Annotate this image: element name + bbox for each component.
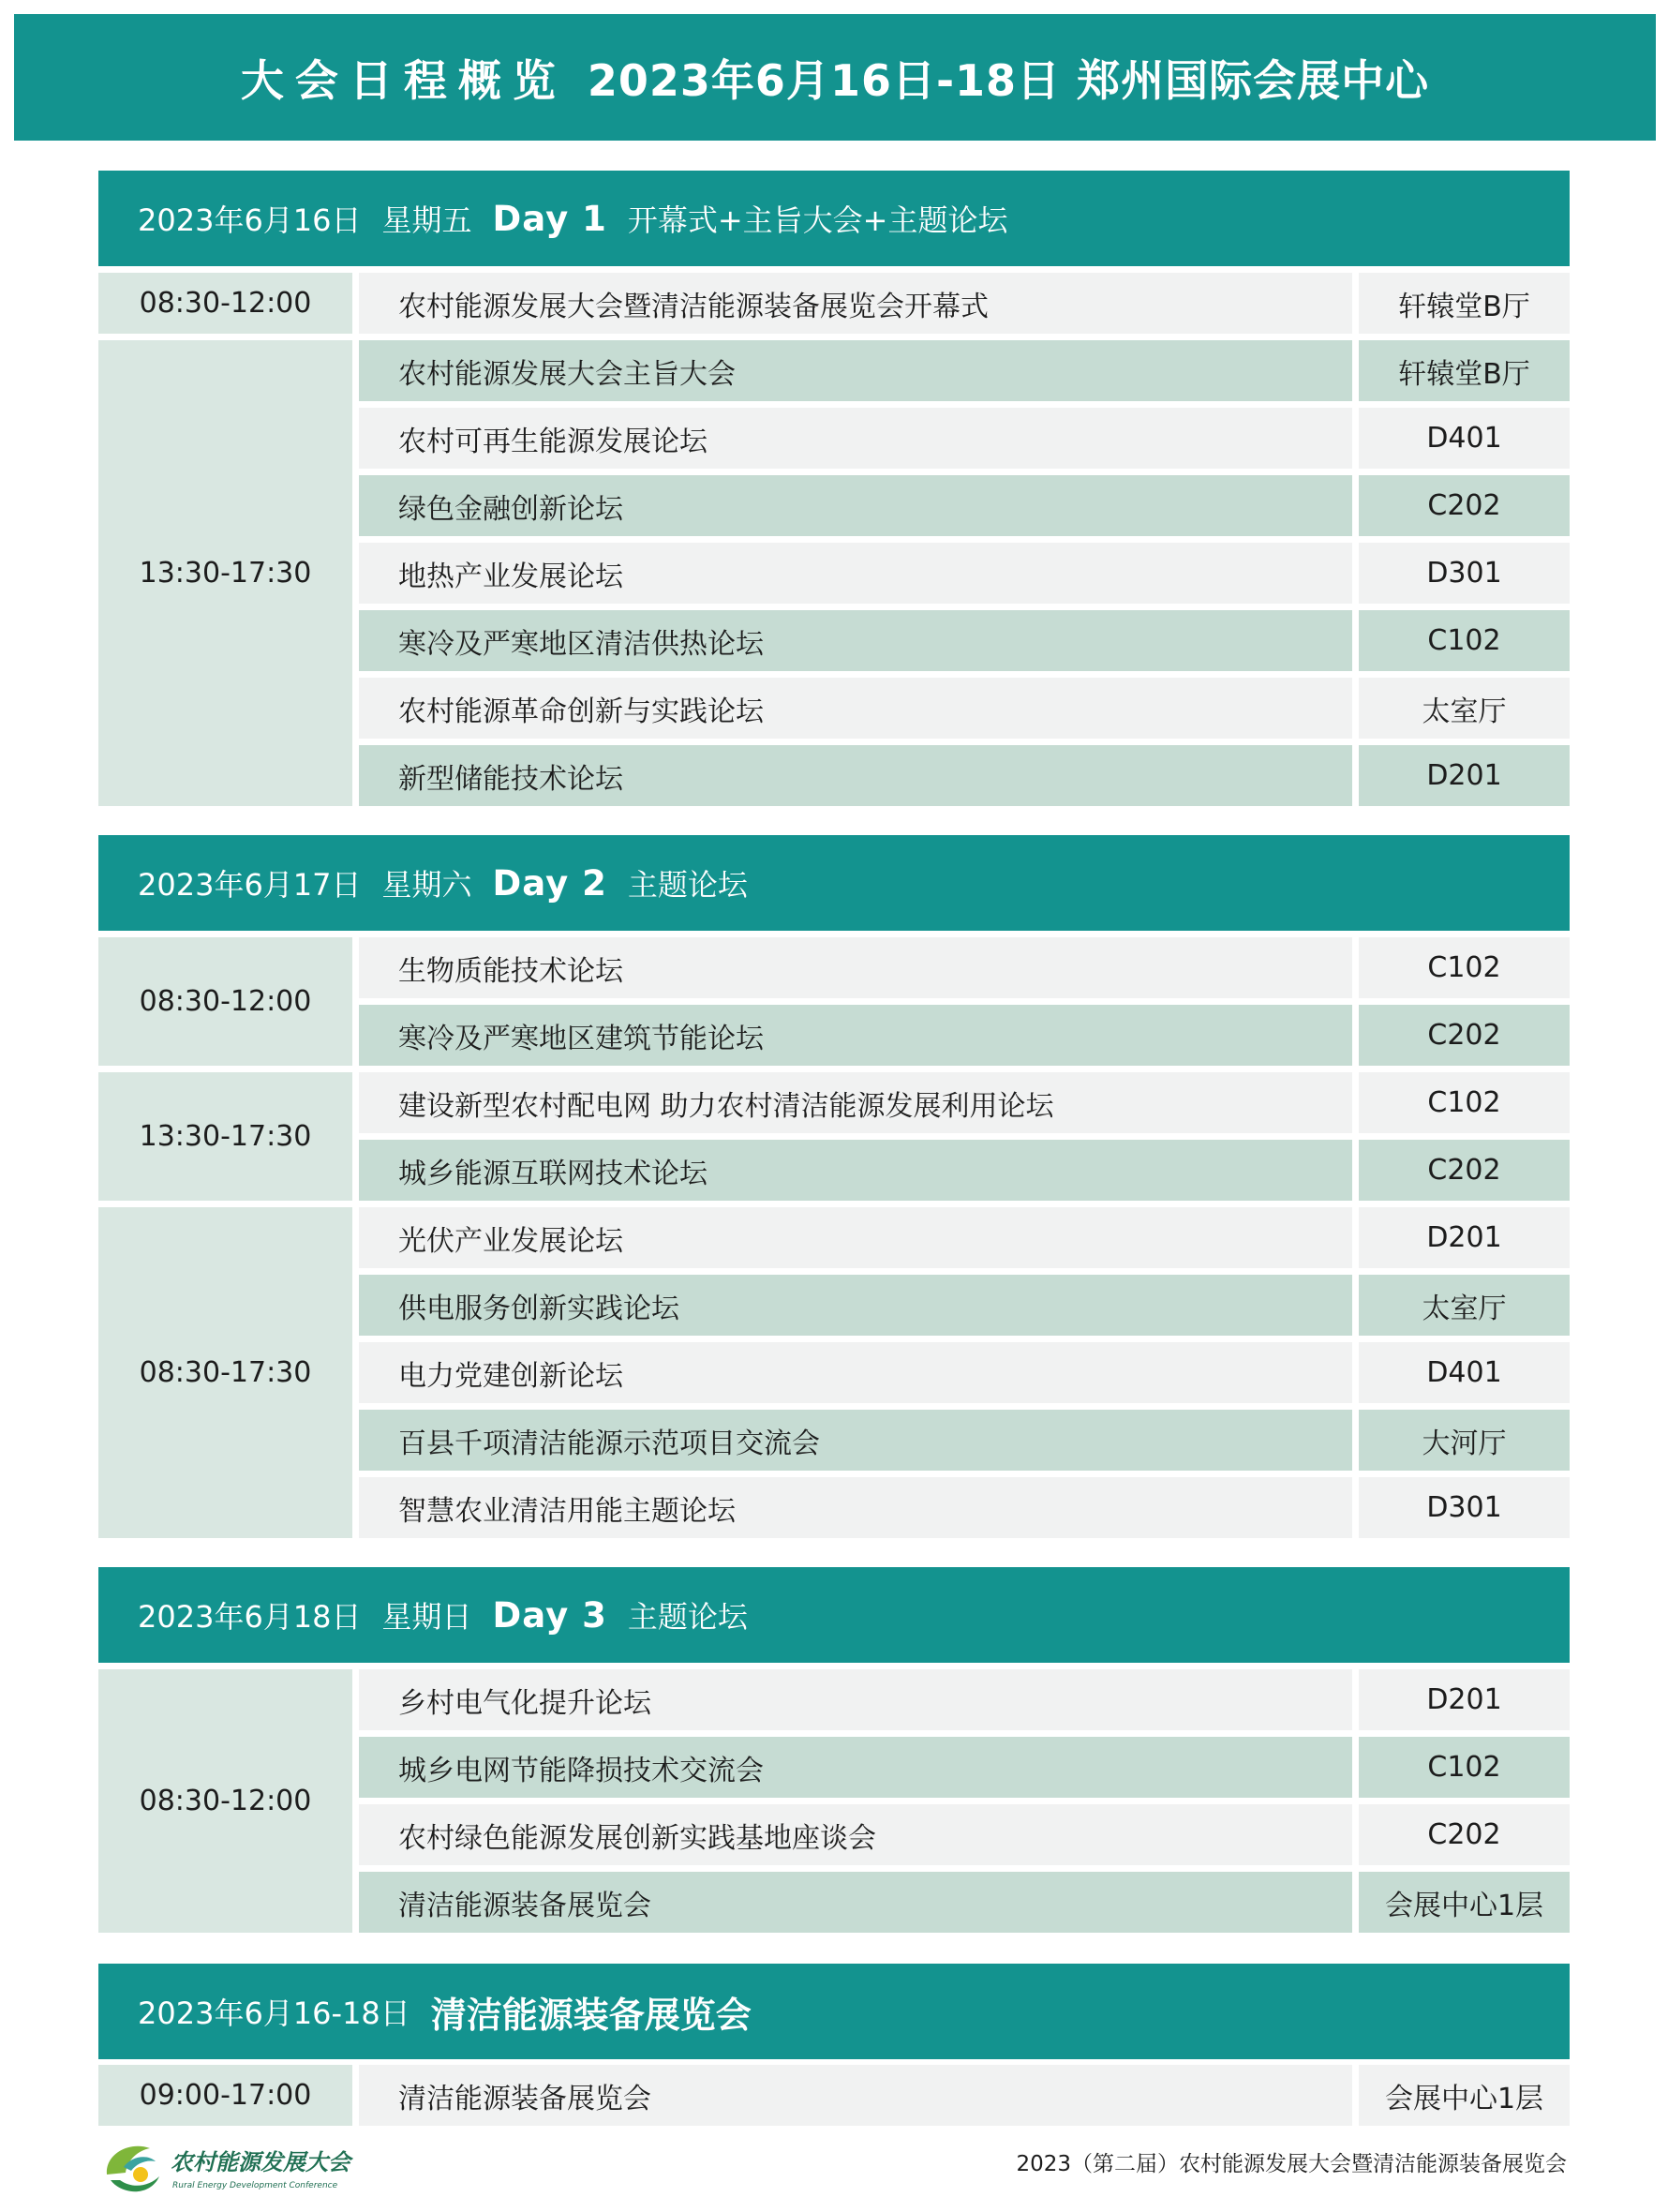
day3-time-morning: 08:30-12:00 bbox=[98, 1669, 352, 1933]
day3-weekday: 星期日 bbox=[381, 1599, 472, 1635]
day2-time-afternoon: 13:30-17:30 bbox=[98, 1072, 352, 1201]
day1-event-5: 地热产业发展论坛 bbox=[359, 543, 1352, 604]
logo-cn-text: 农村能源发展大会 bbox=[171, 2149, 350, 2175]
day3-label: Day 3 bbox=[492, 1594, 607, 1636]
day1-room-6: C102 bbox=[1359, 610, 1570, 671]
day2-date: 2023年6月17日 bbox=[138, 867, 362, 903]
day2-room-3: C102 bbox=[1359, 1072, 1570, 1133]
day3-room-1: D201 bbox=[1359, 1669, 1570, 1730]
day2-label: Day 2 bbox=[492, 862, 607, 904]
day2-room-6: 太室厅 bbox=[1359, 1275, 1570, 1336]
day2-room-5: D201 bbox=[1359, 1207, 1570, 1268]
day2-event-1: 生物质能技术论坛 bbox=[359, 937, 1352, 998]
day2-event-2: 寒冷及严寒地区建筑节能论坛 bbox=[359, 1005, 1352, 1066]
day2-room-9: D301 bbox=[1359, 1477, 1570, 1538]
day1-event-8: 新型储能技术论坛 bbox=[359, 745, 1352, 806]
day1-room-2: 轩辕堂B厅 bbox=[1359, 340, 1570, 401]
day2-weekday: 星期六 bbox=[381, 867, 472, 903]
day1-time-afternoon: 13:30-17:30 bbox=[98, 340, 352, 806]
day2-room-7: D401 bbox=[1359, 1342, 1570, 1403]
page-title-part1: 大会日程概览 bbox=[240, 54, 567, 106]
day1-room-4: C202 bbox=[1359, 475, 1570, 536]
day2-room-8: 大河厅 bbox=[1359, 1410, 1570, 1471]
day3-theme: 主题论坛 bbox=[627, 1599, 748, 1635]
logo-en-text: Rural Energy Development Conference bbox=[172, 2181, 338, 2190]
footer-note: 2023（第二届）农村能源发展大会暨清洁能源装备展览会 bbox=[1016, 2152, 1567, 2176]
expo-header bbox=[98, 1964, 1570, 2059]
day1-header bbox=[98, 171, 1570, 266]
day3-date: 2023年6月18日 bbox=[138, 1599, 362, 1635]
day2-theme: 主题论坛 bbox=[627, 867, 748, 903]
day1-weekday: 星期五 bbox=[381, 202, 472, 238]
day2-time-morning: 08:30-12:00 bbox=[98, 937, 352, 1066]
day2-time-allday: 08:30-17:30 bbox=[98, 1207, 352, 1538]
day1-room-8: D201 bbox=[1359, 745, 1570, 806]
day2-event-6: 供电服务创新实践论坛 bbox=[359, 1275, 1352, 1336]
day1-event-6: 寒冷及严寒地区清洁供热论坛 bbox=[359, 610, 1352, 671]
day1-label: Day 1 bbox=[492, 198, 607, 239]
day3-event-2: 城乡电网节能降损技术交流会 bbox=[359, 1737, 1352, 1798]
day3-event-3: 农村绿色能源发展创新实践基地座谈会 bbox=[359, 1804, 1352, 1865]
day1-event-3: 农村可再生能源发展论坛 bbox=[359, 408, 1352, 469]
expo-event: 清洁能源装备展览会 bbox=[359, 2065, 1352, 2126]
expo-date: 2023年6月16-18日 bbox=[138, 1995, 410, 2031]
expo-room: 会展中心1层 bbox=[1359, 2065, 1570, 2126]
day2-room-2: C202 bbox=[1359, 1005, 1570, 1066]
day1-room-1: 轩辕堂B厅 bbox=[1359, 273, 1570, 334]
day1-event-7: 农村能源革命创新与实践论坛 bbox=[359, 678, 1352, 739]
day1-room-7: 太室厅 bbox=[1359, 678, 1570, 739]
day1-event-1: 农村能源发展大会暨清洁能源装备展览会开幕式 bbox=[359, 273, 1352, 334]
day1-date: 2023年6月16日 bbox=[138, 202, 362, 238]
day3-event-1: 乡村电气化提升论坛 bbox=[359, 1669, 1352, 1730]
page-title-part2: 2023年6月16日-18日 郑州国际会展中心 bbox=[587, 54, 1430, 106]
day3-header bbox=[98, 1567, 1570, 1663]
day2-room-4: C202 bbox=[1359, 1140, 1570, 1201]
day2-event-3: 建设新型农村配电网 助力农村清洁能源发展利用论坛 bbox=[359, 1072, 1352, 1133]
conference-logo bbox=[101, 2139, 382, 2199]
day3-room-3: C202 bbox=[1359, 1804, 1570, 1865]
day1-room-3: D401 bbox=[1359, 408, 1570, 469]
day1-event-2: 农村能源发展大会主旨大会 bbox=[359, 340, 1352, 401]
day3-room-2: C102 bbox=[1359, 1737, 1570, 1798]
day2-event-5: 光伏产业发展论坛 bbox=[359, 1207, 1352, 1268]
page-title-banner bbox=[14, 14, 1656, 141]
day2-room-1: C102 bbox=[1359, 937, 1570, 998]
day2-event-8: 百县千项清洁能源示范项目交流会 bbox=[359, 1410, 1352, 1471]
day1-theme: 开幕式+主旨大会+主题论坛 bbox=[627, 202, 1008, 238]
day3-event-4: 清洁能源装备展览会 bbox=[359, 1872, 1352, 1933]
day3-room-4: 会展中心1层 bbox=[1359, 1872, 1570, 1933]
day2-event-4: 城乡能源互联网技术论坛 bbox=[359, 1140, 1352, 1201]
day2-header bbox=[98, 835, 1570, 931]
day1-time-morning: 08:30-12:00 bbox=[98, 273, 352, 334]
day2-event-7: 电力党建创新论坛 bbox=[359, 1342, 1352, 1403]
day1-room-5: D301 bbox=[1359, 543, 1570, 604]
expo-time: 09:00-17:00 bbox=[98, 2065, 352, 2126]
day1-event-4: 绿色金融创新论坛 bbox=[359, 475, 1352, 536]
expo-title: 清洁能源装备展览会 bbox=[430, 1994, 752, 2036]
day2-event-9: 智慧农业清洁用能主题论坛 bbox=[359, 1477, 1352, 1538]
